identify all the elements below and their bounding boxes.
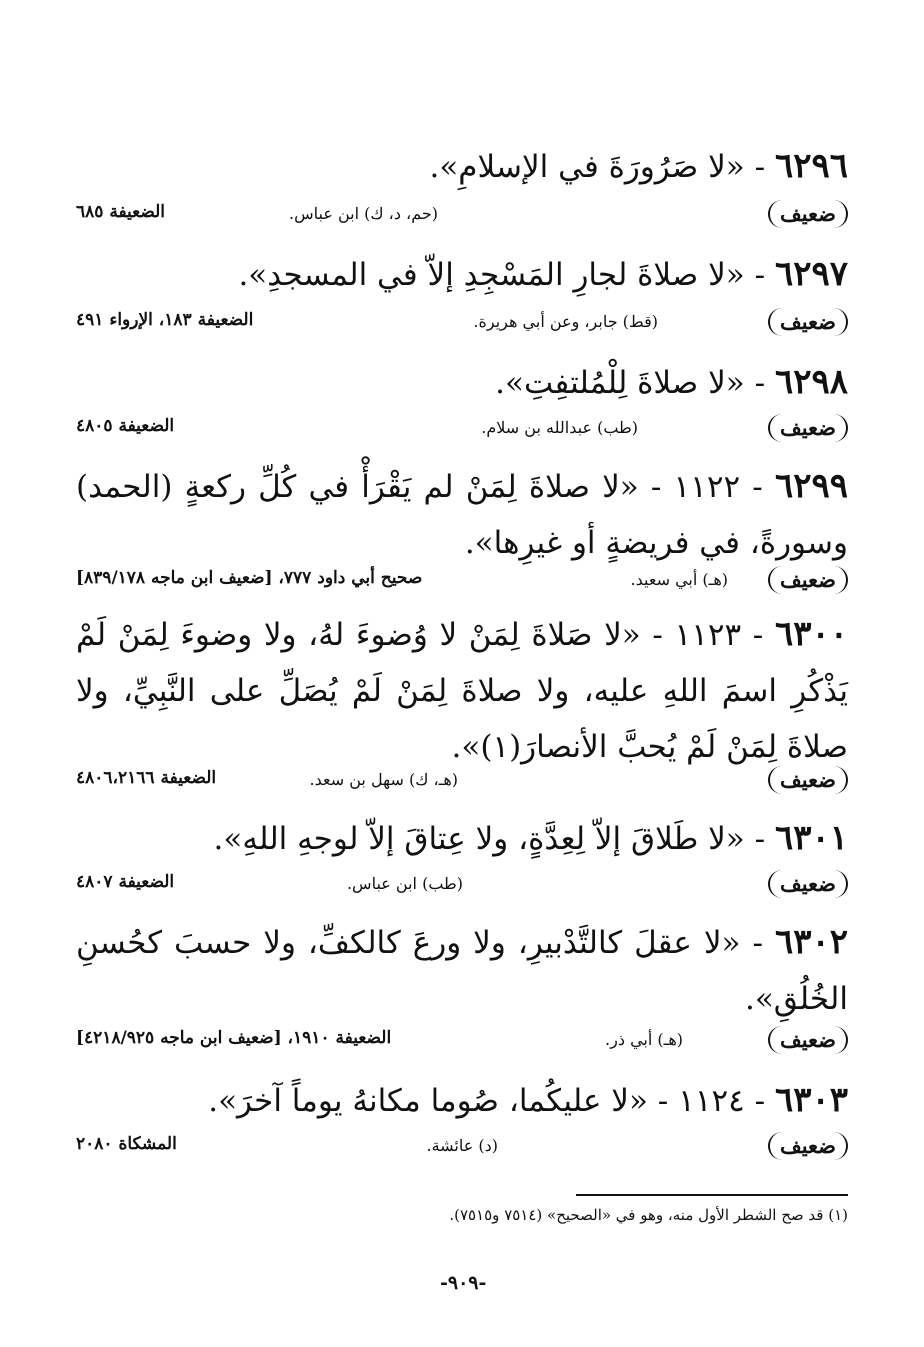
hadith-note: الضعيفة ٤٨٠٦،٢١٦٦	[76, 768, 217, 788]
hadith-number: ٦٢٩٩	[774, 466, 848, 506]
hadith-text: ١١٢٢ - «لا صلاةَ لِمَنْ لم يَقْرَأْ في كُلِّ ركعةٍ (الحمد) وسورةً، في فريضةٍ أو غيرِها».	[76, 469, 848, 561]
hadith-source: (قط) جابر، وعن أبي هريرة.	[473, 312, 658, 331]
hadith-reference	[76, 1022, 848, 1062]
footnote: (١) قد صح الشطر الأول منه، وهو في «الصحيح» (٧٥١٤ و٧٥١٥).	[449, 1206, 848, 1224]
hadith-note: صحيح أبي داود ٧٧٧، [ضعيف ابن ماجه ٨٣٩/١٧٨]	[76, 568, 423, 588]
hadith-reference	[76, 866, 848, 906]
hadith-source: (د) عائشة.	[426, 1136, 498, 1155]
grade-label: ضعيف	[768, 1026, 848, 1054]
hadith-reference	[76, 762, 848, 802]
hadith-note: الضعيفة ١٩١٠، [ضعيف ابن ماجه ٤٢١٨/٩٢٥]	[76, 1028, 392, 1048]
hadith-entry: ٦٢٩٨ - «لا صلاةَ لِلْمُلتفِتِ».	[495, 362, 848, 402]
hadith-source: (هـ، ك) سهل بن سعد.	[309, 770, 458, 789]
hadith-source: (حم، د، ك) ابن عباس.	[289, 204, 438, 223]
hadith-text: «لا صَرُورَةَ في الإسلامِ».	[429, 149, 745, 185]
hadith-number: ٦٣٠١	[774, 818, 848, 858]
hadith-entry: ٦٢٩٩ - ١١٢٢ - «لا صلاةَ لِمَنْ لم يَقْرَأْ في كُلِّ ركعةٍ (الحمد) وسورةً، في فريضةٍ أو غيرِها».	[76, 466, 848, 561]
hadith-number: ٦٢٩٧	[774, 254, 848, 294]
hadith-text: ١١٢٤ - «لا عليكُما، صُوما مكانهُ يوماً آخرَ».	[208, 1083, 745, 1119]
hadith-entry: ٦٢٩٦ - «لا صَرُورَةَ في الإسلامِ».	[429, 146, 848, 186]
hadith-entry: ٦٣٠١ - «لا طَلاقَ إلاّ لِعِدَّةٍ، ولا عِتاقَ إلاّ لوجهِ اللهِ».	[213, 818, 848, 858]
grade-label: ضعيف	[768, 308, 848, 336]
grade-label: ضعيف	[768, 870, 848, 898]
hadith-note: الضعيفة ٤٨٠٧	[76, 872, 175, 892]
hadith-note: الضعيفة ١٨٣، الإرواء ٤٩١	[76, 310, 254, 330]
grade-label: ضعيف	[768, 1132, 848, 1160]
hadith-number: ٦٣٠٣	[774, 1080, 848, 1120]
hadith-reference	[76, 1128, 848, 1168]
hadith-source: (هـ) أبي ذر.	[605, 1030, 683, 1049]
hadith-text: ١١٢٣ - «لا صَلاةَ لِمَنْ لا وُضوءَ لهُ، ولا وضوءَ لِمَنْ لَمْ يَذْكُرِ اسمَ اللهِ عليه، ولا صلاةَ لِمَنْ لَمْ يُصَلِّ على النَّبِيِّ، ولا صلاةَ لِمَنْ لَمْ يُحبَّ الأنصارَ(١)».	[76, 617, 849, 765]
hadith-entry: ٦٣٠٠ - ١١٢٣ - «لا صَلاةَ لِمَنْ لا وُضوءَ لهُ، ولا وضوءَ لِمَنْ لَمْ يَذْكُرِ اسمَ اللهِ عليه، ولا صلاةَ لِمَنْ لَمْ يُصَلِّ على النَّبِيِّ، ولا صلاةَ لِمَنْ لَمْ يُحبَّ الأنصارَ(١)».	[76, 614, 849, 765]
hadith-reference	[76, 562, 848, 602]
hadith-text: «لا صلاةَ لِلْمُلتفِتِ».	[495, 365, 745, 401]
hadith-entry: ٦٢٩٧ - «لا صلاةَ لجارِ المَسْجِدِ إلاّ في المسجدِ».	[238, 254, 848, 294]
hadith-number: ٦٢٩٦	[774, 146, 848, 186]
hadith-reference	[76, 196, 848, 236]
hadith-source: (طب) ابن عباس.	[346, 874, 463, 893]
hadith-text: «لا طَلاقَ إلاّ لِعِدَّةٍ، ولا عِتاقَ إلاّ لوجهِ اللهِ».	[213, 821, 745, 857]
hadith-note: المشكاة ٢٠٨٠	[76, 1134, 177, 1154]
hadith-number: ٦٣٠٠	[774, 614, 848, 654]
hadith-note: الضعيفة ٤٨٠٥	[76, 416, 175, 436]
grade-label: ضعيف	[768, 200, 848, 228]
hadith-text: «لا عقلَ كالتَّدْبيرِ، ولا ورعَ كالكفِّ، ولا حسبَ كحُسنِ الخُلُقِ».	[76, 925, 848, 1017]
footnote-divider	[576, 1194, 848, 1196]
hadith-source: (هـ) أبي سعيد.	[630, 570, 728, 589]
hadith-reference	[76, 304, 848, 344]
page-number: -٩٠٩-	[440, 1272, 487, 1294]
hadith-entry: ٦٣٠٢ - «لا عقلَ كالتَّدْبيرِ، ولا ورعَ كالكفِّ، ولا حسبَ كحُسنِ الخُلُقِ».	[76, 922, 848, 1017]
grade-label: ضعيف	[768, 566, 848, 594]
hadith-entry: ٦٣٠٣ - ١١٢٤ - «لا عليكُما، صُوما مكانهُ يوماً آخرَ».	[208, 1080, 848, 1120]
hadith-reference	[76, 410, 848, 450]
hadith-number: ٦٢٩٨	[774, 362, 848, 402]
hadith-number: ٦٣٠٢	[774, 922, 848, 962]
hadith-source: (طب) عبدالله بن سلام.	[481, 418, 638, 437]
hadith-note: الضعيفة ٦٨٥	[76, 202, 166, 222]
grade-label: ضعيف	[768, 414, 848, 442]
grade-label: ضعيف	[768, 766, 848, 794]
hadith-text: «لا صلاةَ لجارِ المَسْجِدِ إلاّ في المسجدِ».	[238, 257, 745, 293]
